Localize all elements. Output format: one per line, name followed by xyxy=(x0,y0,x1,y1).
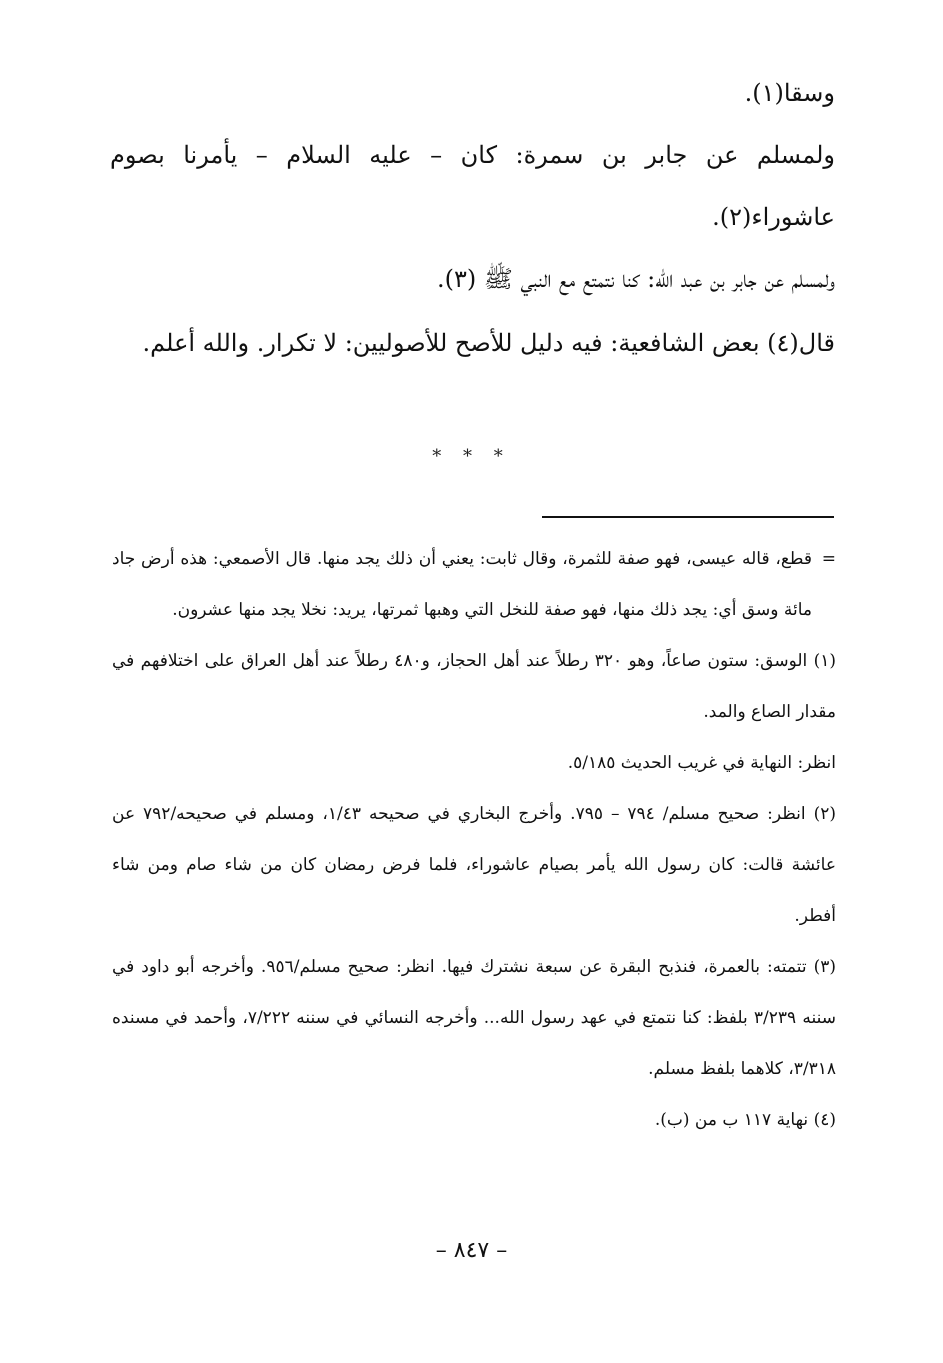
footnote-continuation-text: قطع، قاله عيسى، فهو صفة للثمرة، وقال ثابت: يعني أن ذلك يجد منها. قال الأصمعي: هذه أرض جاد مائة وسق أي: يجد ذلك منها، فهو صفة للنخل التي وهبها ثمرتها، يريد: نخلا يجد منها عشرون. xyxy=(112,549,812,620)
footnote-3: (٣) تتمته: بالعمرة، فنذبح البقرة عن سبعة نشترك فيها. انظر: صحيح مسلم/٩٥٦. وأخرجه أبو داود في سننه ٣/٢٣٩ بلفظ: كنا نتمتع في عهد رسول الله... وأخرجه النسائي في سننه ٧/٢٢٢، وأحمد في مسنده ٣/٣١٨، كلاهما بلفظ مسلم. xyxy=(112,957,837,1079)
continuation-marker: = xyxy=(821,549,836,569)
body-paragraph-4: قال(٤) بعض الشافعية: فيه دليل للأصح للأصوليين: لا تكرار. والله أعلم. xyxy=(142,329,835,357)
page-number: – ٨٤٧ – xyxy=(435,1238,508,1263)
footnote-2: (٢) انظر: صحيح مسلم/ ٧٩٤ – ٧٩٥. وأخرج البخاري في صحيحه ١/٤٣، ومسلم في صحيحه/٧٩٢ عن عائشة قالت: كان رسول الله يأمر بصيام عاشوراء، فلما فرض رمضان كان من شاء صام ومن شاء أفطر. xyxy=(112,804,836,926)
footnote-4: (٤) نهاية ١١٧ ب من (ب). xyxy=(654,1110,836,1130)
section-separator: * * * xyxy=(432,446,511,467)
footnote-rule xyxy=(542,516,834,518)
body-paragraph-3: ولمسلم عن جابر بن عبد الله: كنا نتمتع مع النبي ﷺ (٣). xyxy=(436,265,835,293)
footnote-continuation xyxy=(112,534,836,636)
footnote-1-reference: انظر: النهاية في غريب الحديث ٥/١٨٥. xyxy=(567,753,836,773)
footnotes xyxy=(112,534,836,1146)
body-paragraph-2: ولمسلم عن جابر بن سمرة: كان – عليه السلام – يأمرنا بصوم عاشوراء(٢). xyxy=(110,141,835,231)
body-paragraph-1: وسقا(١). xyxy=(744,79,835,107)
footnote-1: (١) الوسق: ستون صاعاً، وهو ٣٢٠ رطلاً عند أهل الحجاز، و٤٨٠ رطلاً عند أهل العراق على اختلافهم في مقدار الصاع والمد. xyxy=(112,651,836,722)
